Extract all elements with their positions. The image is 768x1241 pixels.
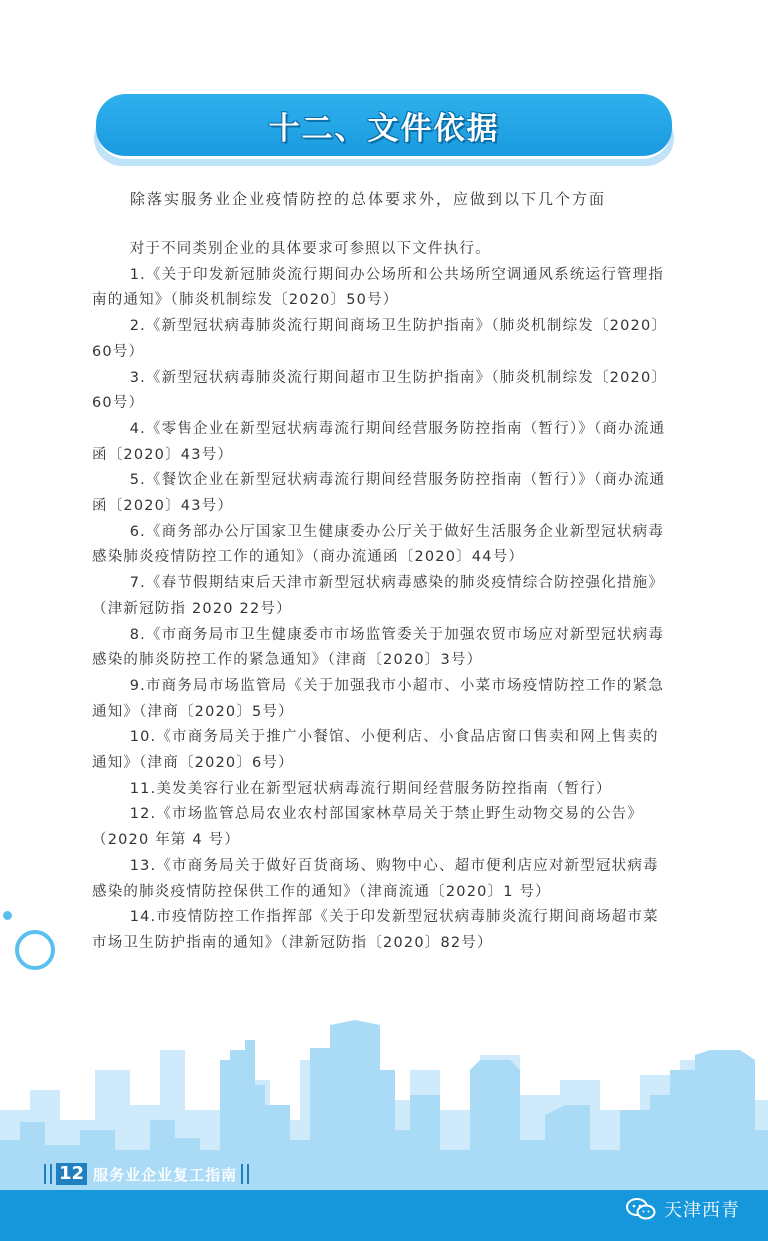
- page-label: [40, 1163, 253, 1185]
- intro-text: 除落实服务业企业疫情防控的总体要求外，应做到以下几个方面: [130, 190, 607, 208]
- list-item: 12.《市场监管总局农业农村部国家林草局关于禁止野生动物交易的公告》（2020 年第 4 号）: [92, 806, 644, 849]
- list-item: 3.《新型冠状病毒肺炎流行期间超市卫生防护指南》（肺炎机制综发〔2020〕60号）: [92, 369, 668, 412]
- list-item: 10.《市商务局关于推广小餐馆、小便利店、小食品店窗口售卖和网上售卖的通知》（津商〔2020〕6号）: [92, 729, 659, 772]
- list-item: 13.《市商务局关于做好百货商场、购物中心、超市便利店应对新型冠状病毒感染的肺炎疫情防控保供工作的通知》（津商流通〔2020〕1 号）: [92, 857, 659, 900]
- decorative-bars: [44, 1164, 52, 1184]
- list-item: 4.《零售企业在新型冠状病毒流行期间经营服务防控指南（暂行）》（商办流通函〔2020〕43号）: [92, 420, 666, 463]
- lead-text: 对于不同类别企业的具体要求可参照以下文件执行。: [129, 241, 491, 257]
- list-item: 5.《餐饮企业在新型冠状病毒流行期间经营服务防控指南（暂行）》（商办流通函〔2020〕43号）: [92, 472, 666, 515]
- wechat-icon: [626, 1198, 656, 1220]
- list-item: 11.美发美容行业在新型冠状病毒流行期间经营服务防控指南（暂行）: [129, 780, 612, 797]
- section-title: 十二、文件依据: [268, 110, 500, 147]
- list-item: 9.市商务局市场监管局《关于加强我市小超市、小菜市场疫情防控工作的紧急通知》（津商〔2020〕5号）: [92, 677, 665, 720]
- title-banner: [96, 94, 672, 159]
- guide-title: 服务业企业复工指南: [93, 1165, 238, 1184]
- decorative-ring: [15, 930, 55, 970]
- list-item: 8.《市商务局市卫生健康委市市场监管委关于加强农贸市场应对新型冠状病毒感染的肺炎防控工作的紧急通知》（津商〔2020〕3号）: [92, 626, 665, 669]
- list-item: 14.市疫情防控工作指挥部《关于印发新型冠状病毒肺炎流行期间商场超市菜市场卫生防护指南的通知》（津新冠防指〔2020〕82号）: [92, 909, 659, 951]
- account-name: 天津西青: [664, 1200, 740, 1221]
- page-number: 12: [56, 1163, 87, 1185]
- list-item: 1.《关于印发新冠肺炎流行期间办公场所和公共场所空调通风系统运行管理指南的通知》（肺炎机制综发〔2020〕50号）: [92, 266, 665, 309]
- list-item: 7.《春节假期结束后天津市新型冠状病毒感染的肺炎疫情综合防控强化措施》（津新冠防指 2020 22号）: [92, 575, 665, 617]
- account-watermark: [626, 1196, 740, 1222]
- list-item: 6.《商务部办公厅国家卫生健康委办公厅关于做好生活服务企业新型冠状病毒感染肺炎疫情防控工作的通知》（商办流通函〔2020〕44号）: [92, 523, 665, 566]
- decorative-bars: [241, 1164, 249, 1184]
- list-item: 2.《新型冠状病毒肺炎流行期间商场卫生防护指南》（肺炎机制综发〔2020〕60号）: [92, 318, 668, 360]
- decorative-dot: [3, 911, 12, 920]
- document-list: [92, 237, 674, 957]
